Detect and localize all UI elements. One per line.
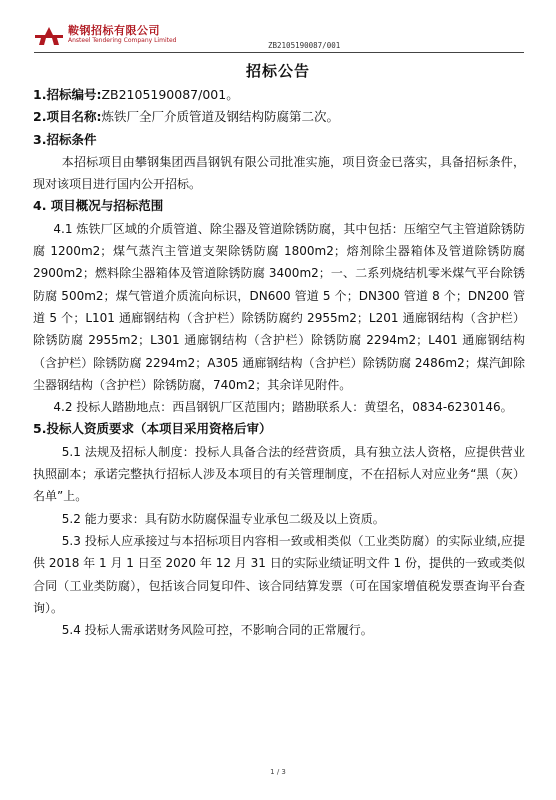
section-3-text: 本招标项目由攀钢集团西昌钢钒有限公司批准实施，项目资金已落实，具备招标条件，现对该项目进行国内公开招标。 — [33, 154, 525, 192]
section-4-1-text: 4.1 炼铁厂区域的介质管道、除尘器及管道除锈防腐，其中包括：压缩空气主管道除锈防腐 1200m2；煤气蒸汽主管道支架除锈防腐 1800m2；熔剂除尘器箱体及管道除锈防腐 2900m2；燃料除尘器箱体及管道除锈防腐 3400m2；一、二系列烧结机零米煤气平台除锈防腐 500m2；煤气管道介质流向标识，DN600 管道 5 个；DN300 管道 8 个；DN200 管道 5 个；L101 通廊钢结构（含护栏）除锈防腐约 2955m2；L201 通廊钢结构（含护栏）除锈防腐 2955m2；L301 通廊钢结构（含护栏）除锈防腐 2294m2；L401 通廊钢结构（含护栏）除锈防腐 2294m2；A305 通廊钢结构（含护栏）除锈防腐 2486m2；煤汽卸除尘器钢结构（含护栏）除锈防腐，740m2；其余详见附件。 — [33, 221, 525, 392]
section-4-2-text: 4.2 投标人踏勘地点：西昌钢钒厂区范围内；踏勘联系人：黄望名，0834-6230146。 — [53, 400, 513, 415]
header-divider — [34, 52, 524, 53]
section-2-label: 2.项目名称: — [33, 109, 102, 125]
section-5-heading: 5.投标人资质要求（本项目采用资格后审） — [33, 421, 272, 437]
project-name: 炼铁厂全厂介质管道及钢结构防腐第二次。 — [101, 109, 339, 125]
page-title: 招标公告 — [245, 62, 310, 80]
section-4-heading: 4. 项目概况与招标范围 — [33, 198, 164, 214]
section-1-heading — [33, 84, 525, 106]
company-name-cn: 鞍钢招标有限公司 — [68, 24, 160, 37]
page-indicator: 1 / 3 — [270, 768, 286, 776]
tender-number: ZB2105190087/001。 — [101, 87, 239, 102]
section-1-label: 1.招标编号: — [33, 87, 102, 102]
document-number: ZB2105190087/001 — [268, 41, 341, 50]
section-5-2-text: 5.2 能力要求：具有防水防腐保温专业承包二级及以上资质。 — [61, 511, 385, 526]
company-name-en: Ansteel Tendering Company Limited — [68, 37, 177, 44]
section-5-1-text: 5.1 法规及招标人制度：投标人具备合法的经营资质，具有独立法人资格，应提供营业执照副本；承诺完整执行招标人涉及本项目的有关管理制度，不在招标人对应业务“黑（灰）名单”上。 — [33, 444, 525, 504]
section-2-heading — [33, 106, 525, 128]
section-3-heading: 3.招标条件 — [33, 131, 97, 147]
section-5-4-text: 5.4 投标人需承诺财务风险可控，不影响合同的正常履行。 — [61, 623, 373, 638]
document-body — [33, 84, 525, 641]
company-logo-icon — [34, 26, 64, 46]
letterhead — [34, 20, 524, 54]
section-5-3-text: 5.3 投标人应承接过与本招标项目内容相一致或相类似（工业类防腐）的实际业绩,应提供 2018 年 1 月 1 日至 2020 年 12 月 31 日的实际业绩证明文件 1 份，提供的一致或类似合同（工业类防腐），包括该合同复印件、该合同结算发票（可在国家增值税发票查询平台查询）。 — [33, 533, 525, 615]
